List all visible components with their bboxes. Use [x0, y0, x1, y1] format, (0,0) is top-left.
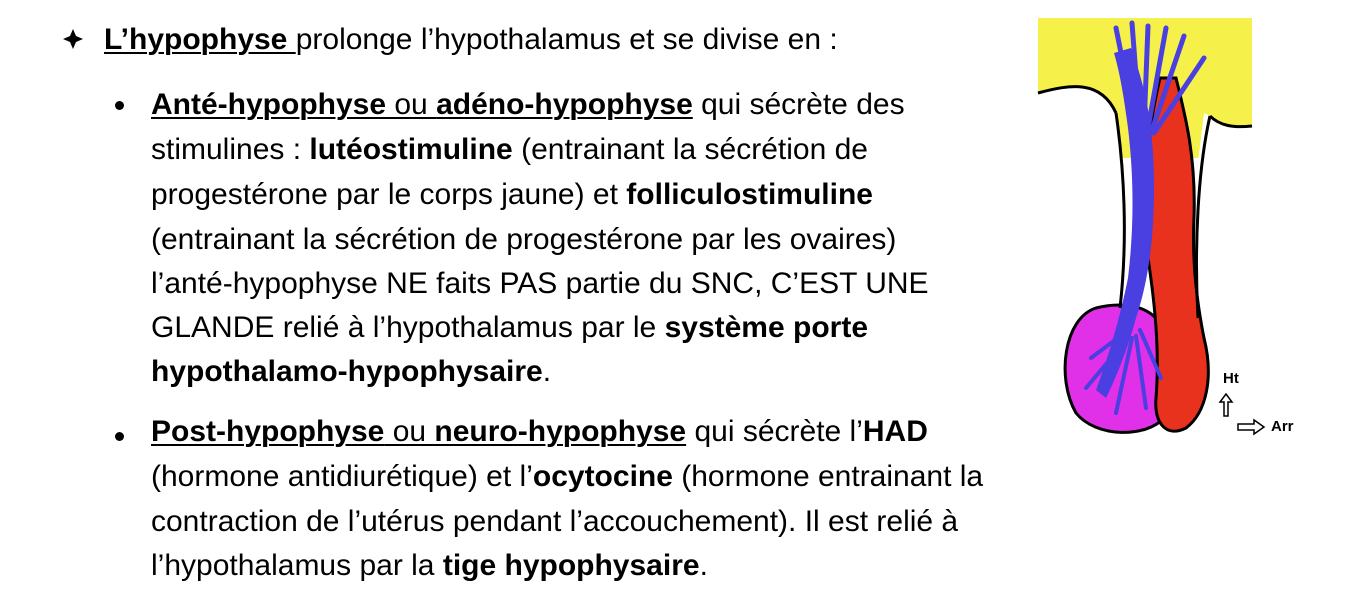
ante-line-5: l’anté-hypophyse NE faits PAS partie du SNC, C’EST UNE	[151, 267, 929, 300]
list-bullet-ante	[115, 101, 124, 110]
list-bullet-post	[115, 432, 124, 441]
ante-line-2: stimulines : lutéostimuline (entrainant la sécrétion de	[151, 133, 868, 166]
luteostimuline: lutéostimuline	[309, 133, 513, 166]
ante-term-1: Anté-hypophyse	[151, 88, 387, 121]
systeme-porte: système porte	[664, 311, 869, 344]
intro-term: L’hypophyse	[104, 23, 296, 56]
post-line-4: l’hypothalamus par la tige hypophysaire.	[151, 549, 708, 582]
right-arrow-icon	[1236, 418, 1266, 436]
intro-rest: prolonge l’hypothalamus et se divise en :	[295, 23, 838, 56]
ante-term-2: adéno-hypophyse	[436, 88, 693, 121]
tige-hypophysaire: tige hypophysaire	[442, 549, 700, 582]
ocytocine: ocytocine	[532, 460, 673, 493]
orientation-label-top: Ht	[1223, 370, 1239, 387]
ante-line-1: Anté-hypophyse ou adéno-hypophyse qui sécrète des	[151, 88, 905, 121]
post-term-2: neuro-hypophyse	[434, 415, 687, 448]
ante-line-4: (entrainant la sécrétion de progestérone par les ovaires)	[151, 223, 897, 256]
folliculostimuline: folliculostimuline	[626, 178, 873, 211]
ante-line-3: progestérone par le corps jaune) et folliculostimuline	[151, 178, 873, 211]
up-arrow-icon	[1218, 392, 1234, 418]
diamond-bullet-icon	[62, 28, 84, 50]
ante-line-6: GLANDE relié à l’hypothalamus par le système porte	[151, 311, 869, 344]
post-term-1: Post-hypophyse	[151, 415, 385, 448]
hypothalamo-hypophysaire: hypothalamo-hypophysaire	[151, 355, 543, 388]
post-line-2: (hormone antidiurétique) et l’ocytocine (hormone entrainant la	[151, 460, 984, 493]
post-line-3: contraction de l’utérus pendant l’accouchement). Il est relié à	[151, 505, 959, 538]
post-line-1: Post-hypophyse ou neuro-hypophyse qui sécrète l’HAD	[151, 415, 928, 448]
ante-line-7: hypothalamo-hypophysaire.	[151, 355, 552, 388]
intro-line	[104, 18, 838, 62]
orientation-label-right: Arr	[1271, 418, 1294, 435]
had: HAD	[862, 415, 928, 448]
